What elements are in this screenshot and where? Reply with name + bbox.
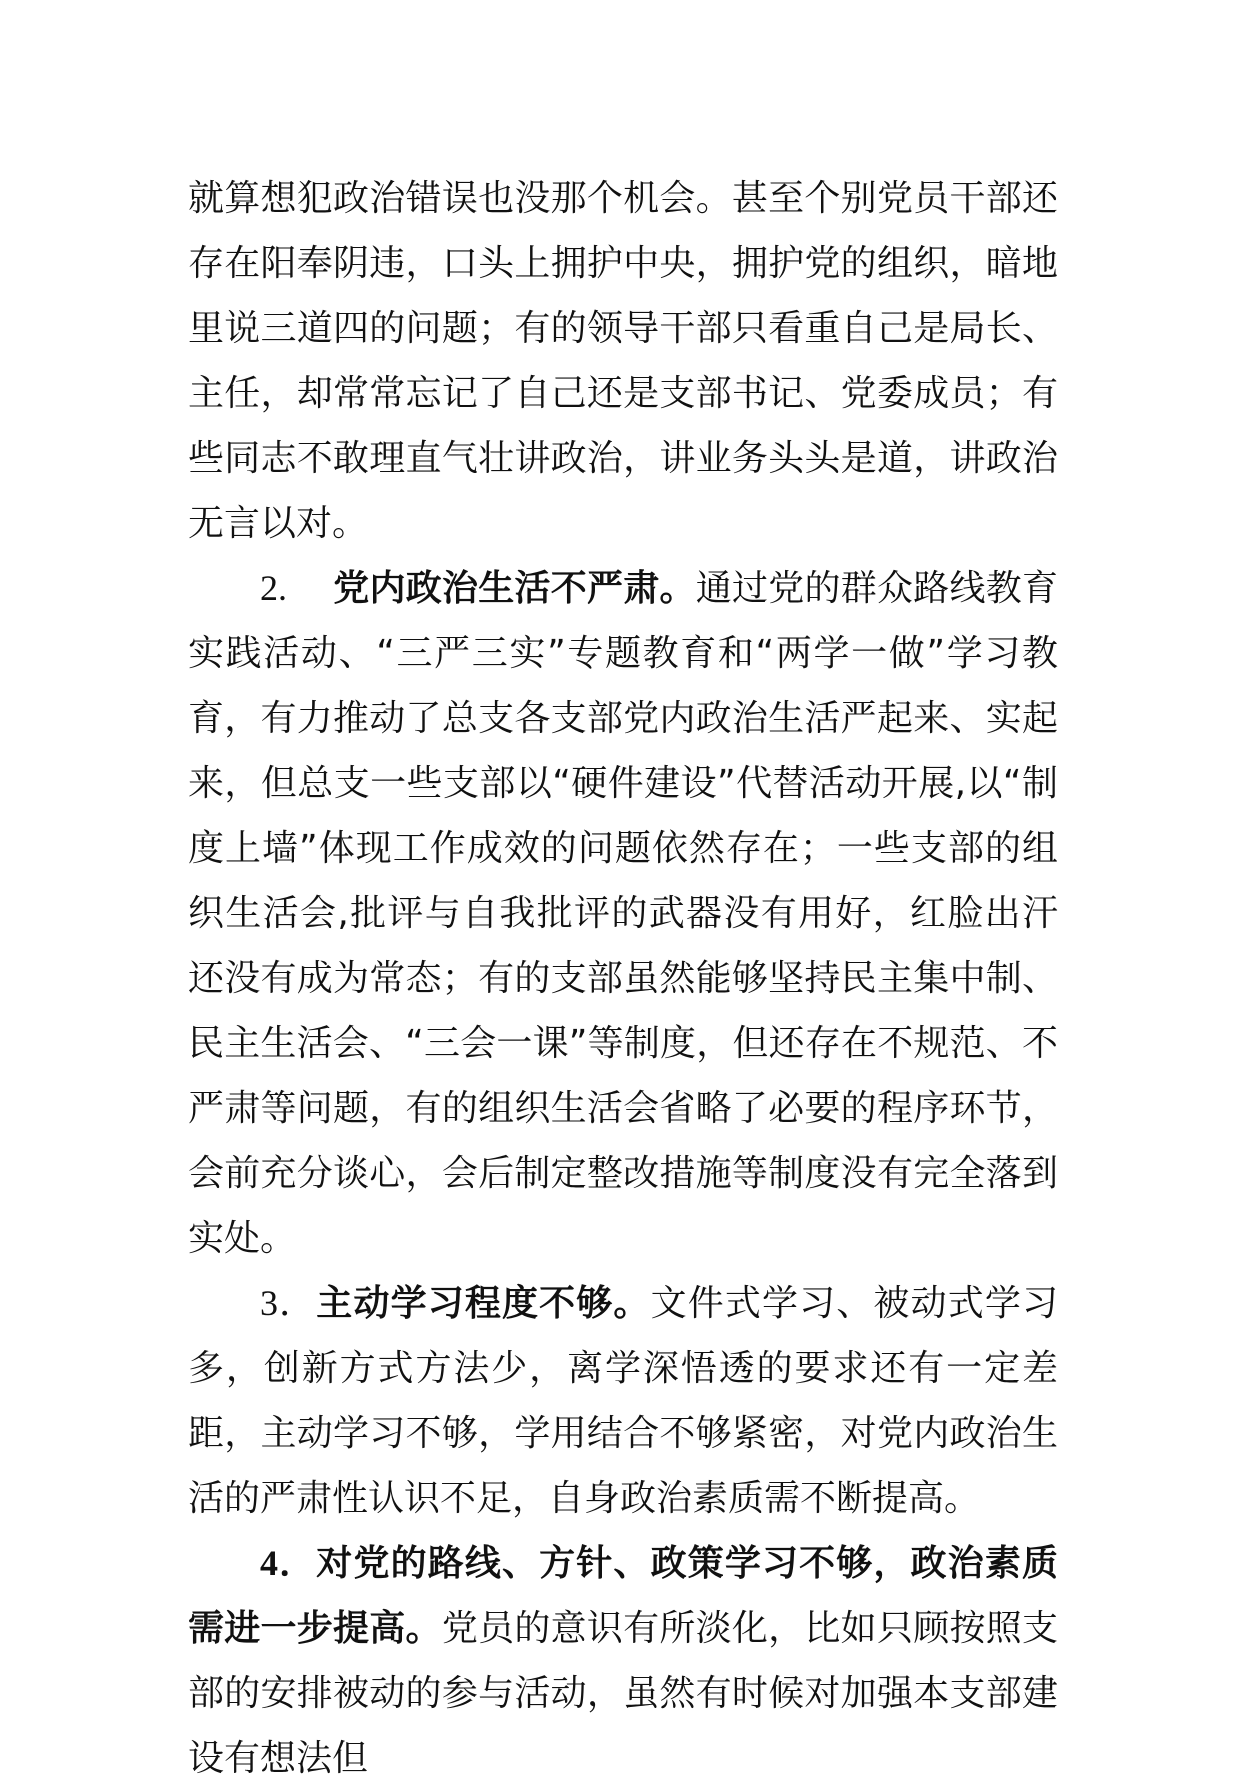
item-number: 2. (260, 568, 287, 608)
item-number: 4． (260, 1543, 317, 1583)
document-body (188, 166, 1058, 1791)
paragraph-continuation (188, 166, 1058, 556)
paragraph-item-2 (188, 556, 1058, 1271)
paragraph-item-4 (188, 1531, 1058, 1791)
item-heading: 党内政治生活不严肃。 (333, 568, 696, 609)
paragraph-text: 通过党的群众路线教育实践活动、“三严三实”专题教育和“两学一做”学习教育，有力推动了总支各支部党内政治生活严起来、实起来，但总支一些支部以“硬件建设”代替活动开展,以“制度上墙”体现工作成效的问题依然存在；一些支部的组织生活会,批评与自我批评的武器没有用好，红脸出汗还没有成为常态；有的支部虽然能够坚持民主集中制、民主生活会、“三会一课”等制度，但还存在不规范、不严肃等问题，有的组织生活会省略了必要的程序环节，会前充分谈心，会后制定整改措施等制度没有完全落到实处。 (188, 568, 1058, 1259)
item-number: 3． (260, 1283, 317, 1323)
paragraph-text: 文件式学习、被动式学习多，创新方式方法少，离学深悟透的要求还有一定差距，主动学习不够，学用结合不够紧密，对党内政治生活的严肃性认识不足，自身政治素质需不断提高。 (188, 1283, 1058, 1519)
paragraph-text: 党员的意识有所淡化，比如只顾按照支部的安排被动的参与活动，虽然有时候对加强本支部建设有想法但 (188, 1608, 1058, 1779)
item-heading: 主动学习程度不够。 (316, 1283, 651, 1324)
item-heading: 对党的路线、方针、政策学习不够，政治素质需进一步提高。 (188, 1543, 1058, 1649)
paragraph-text: 就算想犯政治错误也没那个机会。甚至个别党员干部还存在阳奉阴违，口头上拥护中央，拥护党的组织，暗地里说三道四的问题；有的领导干部只看重自己是局长、主任，却常常忘记了自己还是支部书记、党委成员；有些同志不敢理直气壮讲政治，讲业务头头是道，讲政治无言以对。 (188, 178, 1058, 544)
paragraph-item-3 (188, 1271, 1058, 1531)
